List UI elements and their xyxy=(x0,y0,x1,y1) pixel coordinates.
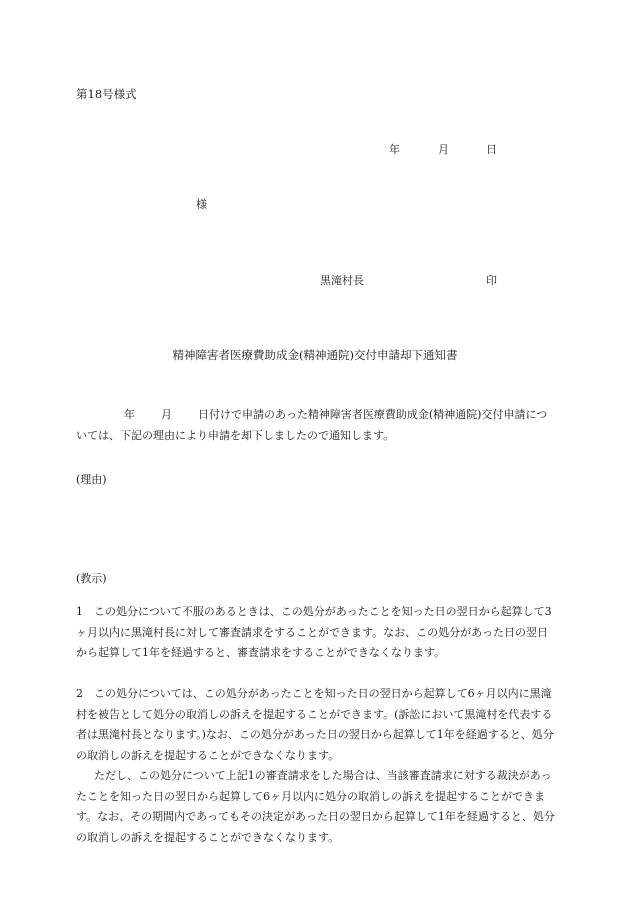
seal-mark: 印 xyxy=(486,274,497,287)
notice-text-continued: ただし、この処分について上記1の審査請求をした場合は、当該審査請求に対する裁決があったことを知った日の翌日から起算して6ヶ月以内に処分の取消しの訴えを提起することができます。なお、その期間内であってもその決定があった日の翌日から起算して1年を経過すると、処分の取消しの訴えを提起することができなくなります。 xyxy=(76,769,555,844)
reason-heading: (理由) xyxy=(76,473,107,486)
intro-year-label: 年 xyxy=(124,408,135,421)
instruction-heading: (教示) xyxy=(76,572,107,585)
notice-text: この処分について不服のあるときは、この処分があったことを知った日の翌日から起算して3ヶ月以内に黒滝村長に対して審査請求をすることができます。なお、この処分があった日の翌日から起算して1年を経過すると、審査請求をすることができなくなります。 xyxy=(76,605,552,659)
issuer-name: 黒滝村長 xyxy=(320,274,364,287)
notice-number: 1 xyxy=(76,605,83,618)
notice-item-2 xyxy=(76,684,556,848)
form-number: 第18号様式 xyxy=(76,87,137,101)
date-month-label: 月 xyxy=(438,143,449,156)
issuer-line xyxy=(0,272,630,288)
date-day-label: 日 xyxy=(486,143,497,156)
intro-text: 日付けで申請のあった精神障害者医療費助成金(精神通院)交付申請については、下記の理由により申請を却下しましたので通知します。 xyxy=(76,408,548,442)
addressee-suffix: 様 xyxy=(196,198,207,211)
document-title: 精神障害者医療費助成金(精神通院)交付申請却下通知書 xyxy=(172,348,458,362)
date-year-label: 年 xyxy=(389,143,400,156)
intro-month-label: 月 xyxy=(161,408,172,421)
notice-item-1 xyxy=(76,602,556,664)
intro-paragraph xyxy=(76,404,556,446)
date-line xyxy=(0,141,630,157)
addressee-line xyxy=(0,196,630,212)
notice-text: この処分については、この処分があったことを知った日の翌日から起算して6ヶ月以内に黒滝村を被告として処分の取消しの訴えを提起することができます。(訴訟において黒滝村を代表する者は黒滝村長となります。)なお、この処分があった日の翌日から起算して1年を経過すると、処分の取消しの訴えを提起することができなくなります。 xyxy=(76,687,554,762)
notice-number: 2 xyxy=(76,687,83,700)
